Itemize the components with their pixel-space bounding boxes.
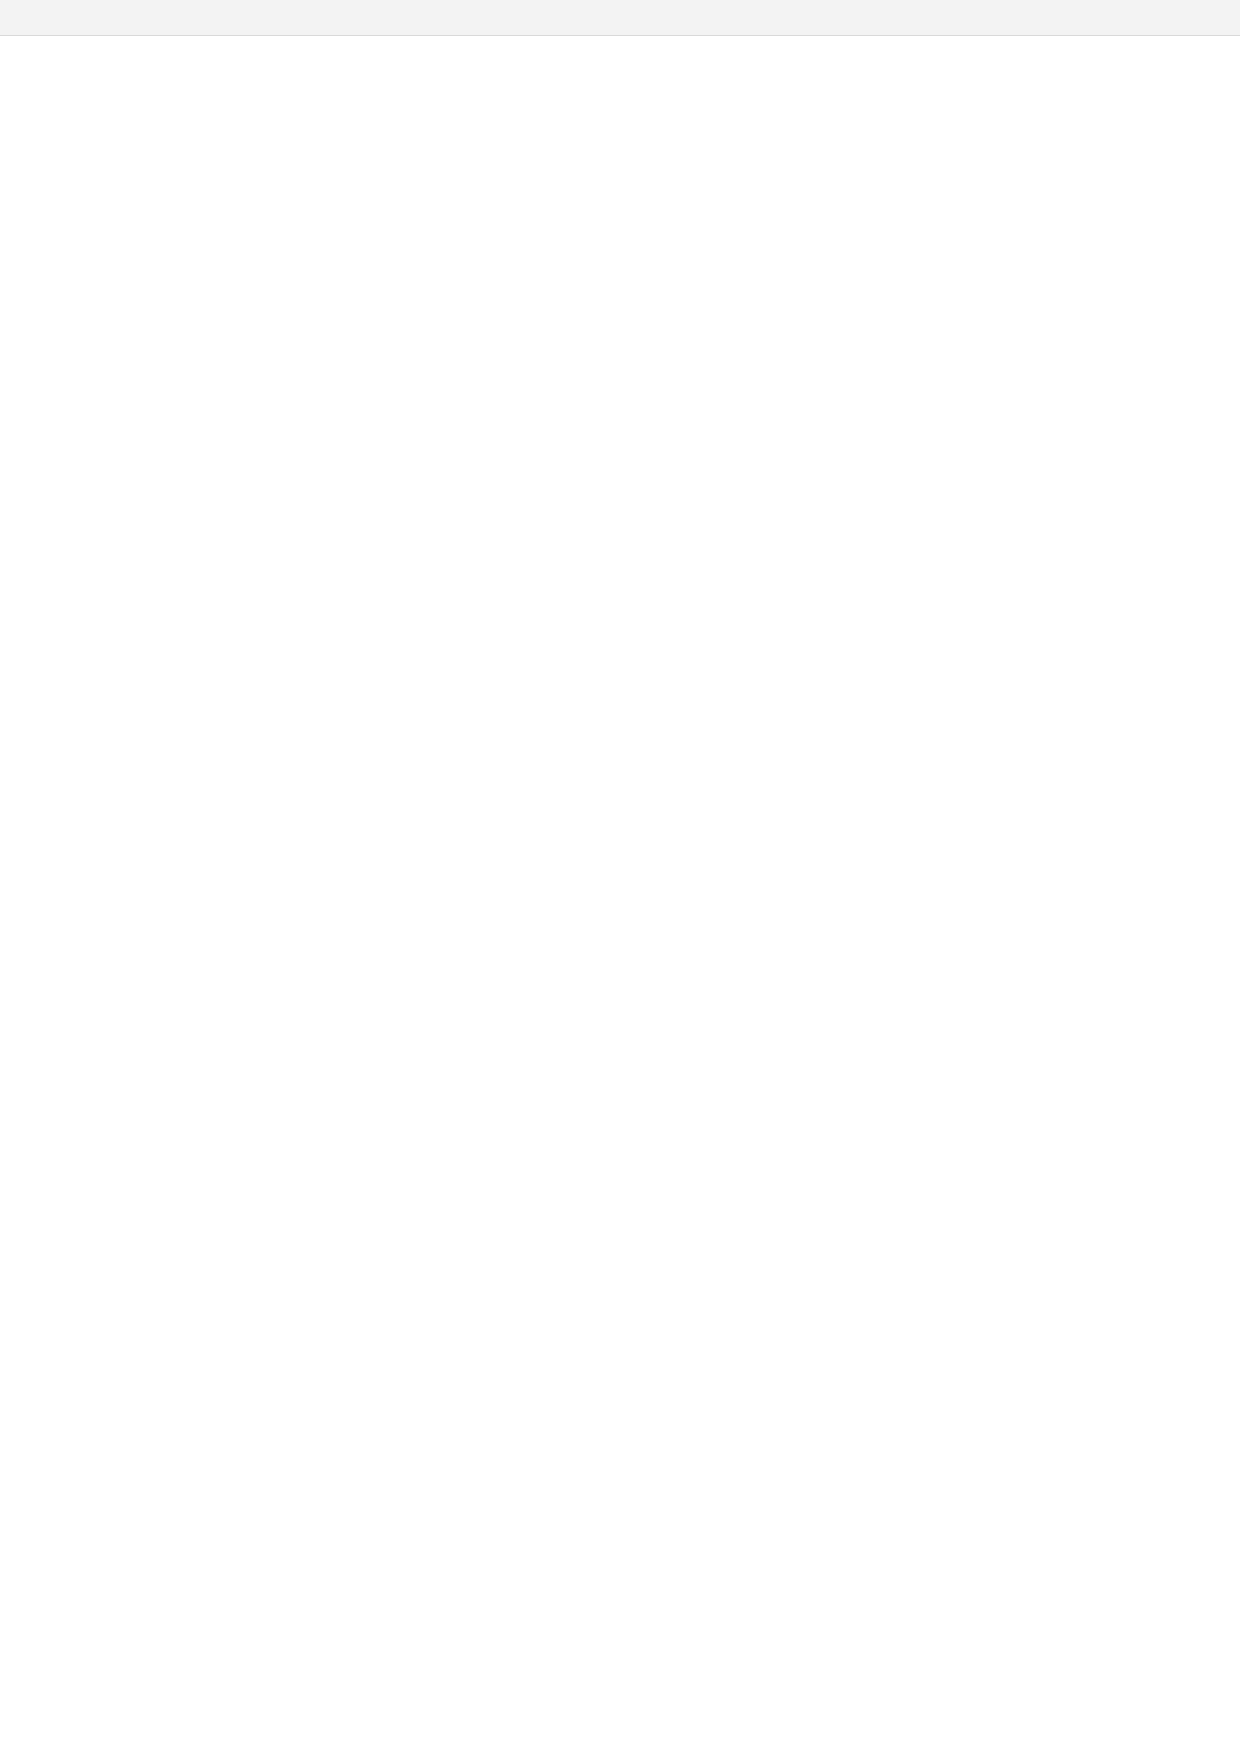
title-bar bbox=[0, 0, 1240, 36]
main-content-area bbox=[0, 36, 1240, 1754]
